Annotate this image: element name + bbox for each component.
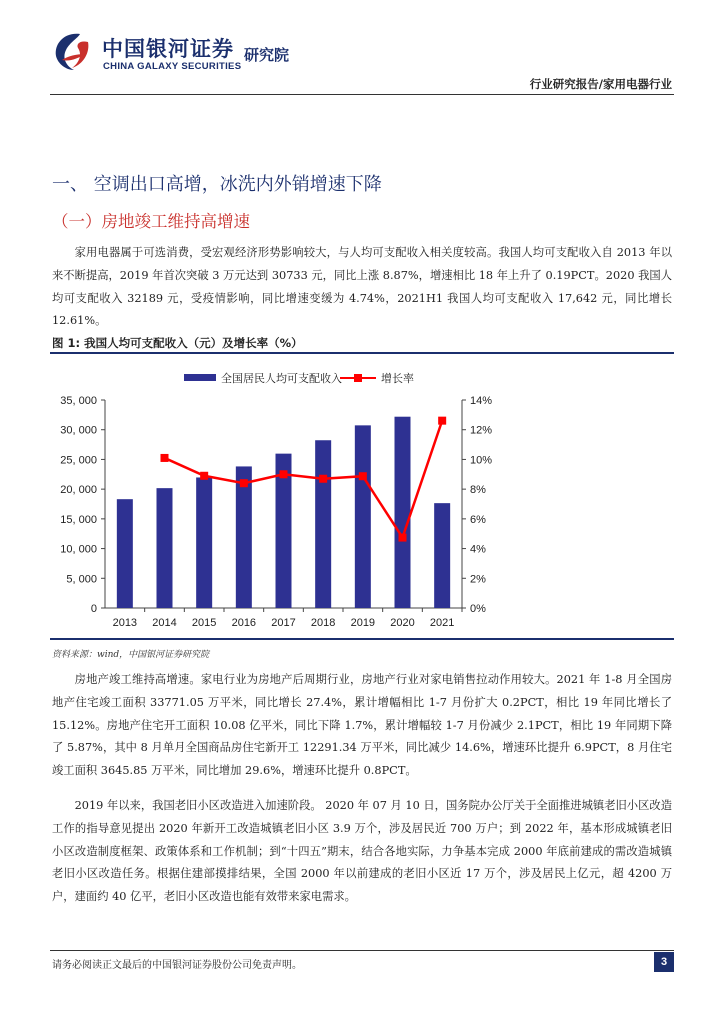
- y-right-tick-label: 0%: [470, 603, 486, 615]
- income-bar: [355, 425, 371, 608]
- growth-rate-point: [319, 475, 327, 483]
- chart-legend: [184, 371, 414, 385]
- y-left-tick-label: 0: [90, 603, 97, 615]
- growth-rate-point: [359, 472, 367, 480]
- y-right-tick-label: 8%: [470, 484, 486, 497]
- y-right-tick-label: 4%: [470, 543, 486, 556]
- income-bar: [117, 499, 133, 608]
- x-tick-label: 2018: [310, 617, 336, 629]
- y-left-tick-label: 30, 000: [60, 424, 97, 437]
- subsection-heading: （一）房地竣工维持高增速: [52, 212, 250, 231]
- growth-rate-point: [200, 472, 208, 480]
- page-number: 3: [654, 952, 674, 972]
- galaxy-logo-icon: [50, 30, 92, 74]
- paragraph-real-estate: 房地产竣工维持高增速。家电行业为房地产后周期行业，房地产行业对家电销售拉动作用较大。2021 年 1-8 月全国房地产住宅竣工面积 33771.05 万平米，同比增长 27.4%，累计增幅相比 1-7 月份扩大 0.2PCT，相比 19 年同比增长了 15.12%。房地产住宅开工面积 10.08 亿平米，同比下降 1.7%，累计增幅较 1-7 月份减少 2.1PCT，相比 19 年同期下降了 5.87%，其中 8 月单月全国商品房住宅新开工 12291.34 万平米，同比减少 14.6%，增速环比提升 6.9PCT，8 月住宅竣工面积 3645.85 万平米，同比增加 29.6%，增速环比提升 0.8PCT。: [52, 673, 672, 778]
- logo-english-name: CHINA GALAXY SECURITIES: [103, 61, 242, 72]
- footer-disclaimer: 请务必阅读正文最后的中国银河证券股份公司免责声明。: [52, 960, 302, 971]
- section-heading: 一、 空调出口高增，冰洗内外销增速下降: [52, 174, 382, 195]
- y-left-tick-label: 20, 000: [60, 484, 97, 497]
- logo-institute: 研究院: [244, 46, 290, 64]
- y-right-tick-label: 6%: [470, 513, 486, 526]
- figure-bottom-rule: [50, 638, 674, 640]
- income-chart: [50, 360, 674, 638]
- legend-bar-swatch: [184, 374, 216, 381]
- paragraph-income: 家用电器属于可选消费，受宏观经济形势影响较大，与人均可支配收入相关度较高。我国人均可支配收入自 2013 年以来不断提高，2019 年首次突破 3 万元达到 30733 元，同比上涨 8.87%，增速相比 18 年上升了 0.19PCT。2020 我国人均可支配收入 32189 元，受疫情影响，同比增速变缓为 4.74%，2021H1 我国人均可支配收入 17,642 元，同比增长 12.61%。: [52, 246, 672, 328]
- x-tick-label: 2015: [191, 617, 217, 629]
- y-left-tick-label: 10, 000: [60, 543, 97, 556]
- y-left-tick-label: 5, 000: [66, 573, 97, 586]
- y-left-tick-label: 25, 000: [60, 454, 97, 467]
- x-tick-label: 2014: [152, 617, 177, 629]
- income-bar: [196, 477, 212, 608]
- x-tick-label: 2016: [231, 617, 257, 629]
- x-tick-label: 2017: [271, 617, 296, 629]
- growth-rate-point: [438, 417, 446, 425]
- y-left-tick-label: 35, 000: [60, 395, 97, 407]
- income-bar: [157, 488, 173, 608]
- y-right-tick-label: 2%: [470, 573, 486, 586]
- growth-rate-point: [280, 470, 288, 478]
- legend-line-marker: [354, 374, 362, 382]
- figure-source: 资料来源：wind，中国银河证券研究院: [52, 650, 210, 660]
- x-tick-label: 2021: [429, 617, 455, 629]
- x-tick-label: 2013: [112, 617, 138, 629]
- report-type: 行业研究报告/家用电器行业: [529, 77, 672, 91]
- y-left-tick-label: 15, 000: [60, 513, 97, 526]
- x-tick-label: 2020: [390, 617, 415, 629]
- y-right-tick-label: 14%: [470, 395, 493, 407]
- legend-line-label: 增长率: [381, 373, 414, 385]
- y-right-tick-label: 10%: [470, 454, 493, 467]
- income-bar: [395, 417, 411, 608]
- figure-top-rule: [50, 352, 674, 354]
- header-divider: [50, 94, 674, 95]
- footer-divider: [50, 950, 674, 951]
- figure-title: 图 1: 我国人均可支配收入（元）及增长率（%）: [52, 336, 303, 350]
- income-bar: [236, 466, 252, 608]
- growth-rate-point: [399, 534, 407, 542]
- legend-bar-label: 全国居民人均可支配收入: [221, 373, 342, 385]
- growth-rate-point: [161, 454, 169, 462]
- income-bar: [315, 440, 331, 608]
- x-tick-label: 2019: [350, 617, 376, 629]
- logo-chinese-name: 中国银河证券: [102, 37, 234, 61]
- income-bar: [434, 503, 450, 608]
- paragraph-old-community: 2019 年以来，我国老旧小区改造进入加速阶段。 2020 年 07 月 10 日，国务院办公厅关于全面推进城镇老旧小区改造工作的指导意见提出 2020 年新开工改造城镇老旧小区 3.9 万个，涉及居民近 700 万户；到 2022 年，基本形成城镇老旧小区改造制度框架、政策体系和工作机制；到“十四五”期末，结合各地实际，力争基本完成 2000 年底前建成的需改造城镇老旧小区改造任务。根据住建部摸排结果，全国 2000 年以前建成的老旧小区近 17 万个，涉及居民上亿元，超 4200 万户，建面约 40 亿平，老旧小区改造也能有效带来家电需求。: [52, 799, 672, 904]
- growth-rate-point: [240, 479, 248, 487]
- y-right-tick-label: 12%: [470, 424, 493, 437]
